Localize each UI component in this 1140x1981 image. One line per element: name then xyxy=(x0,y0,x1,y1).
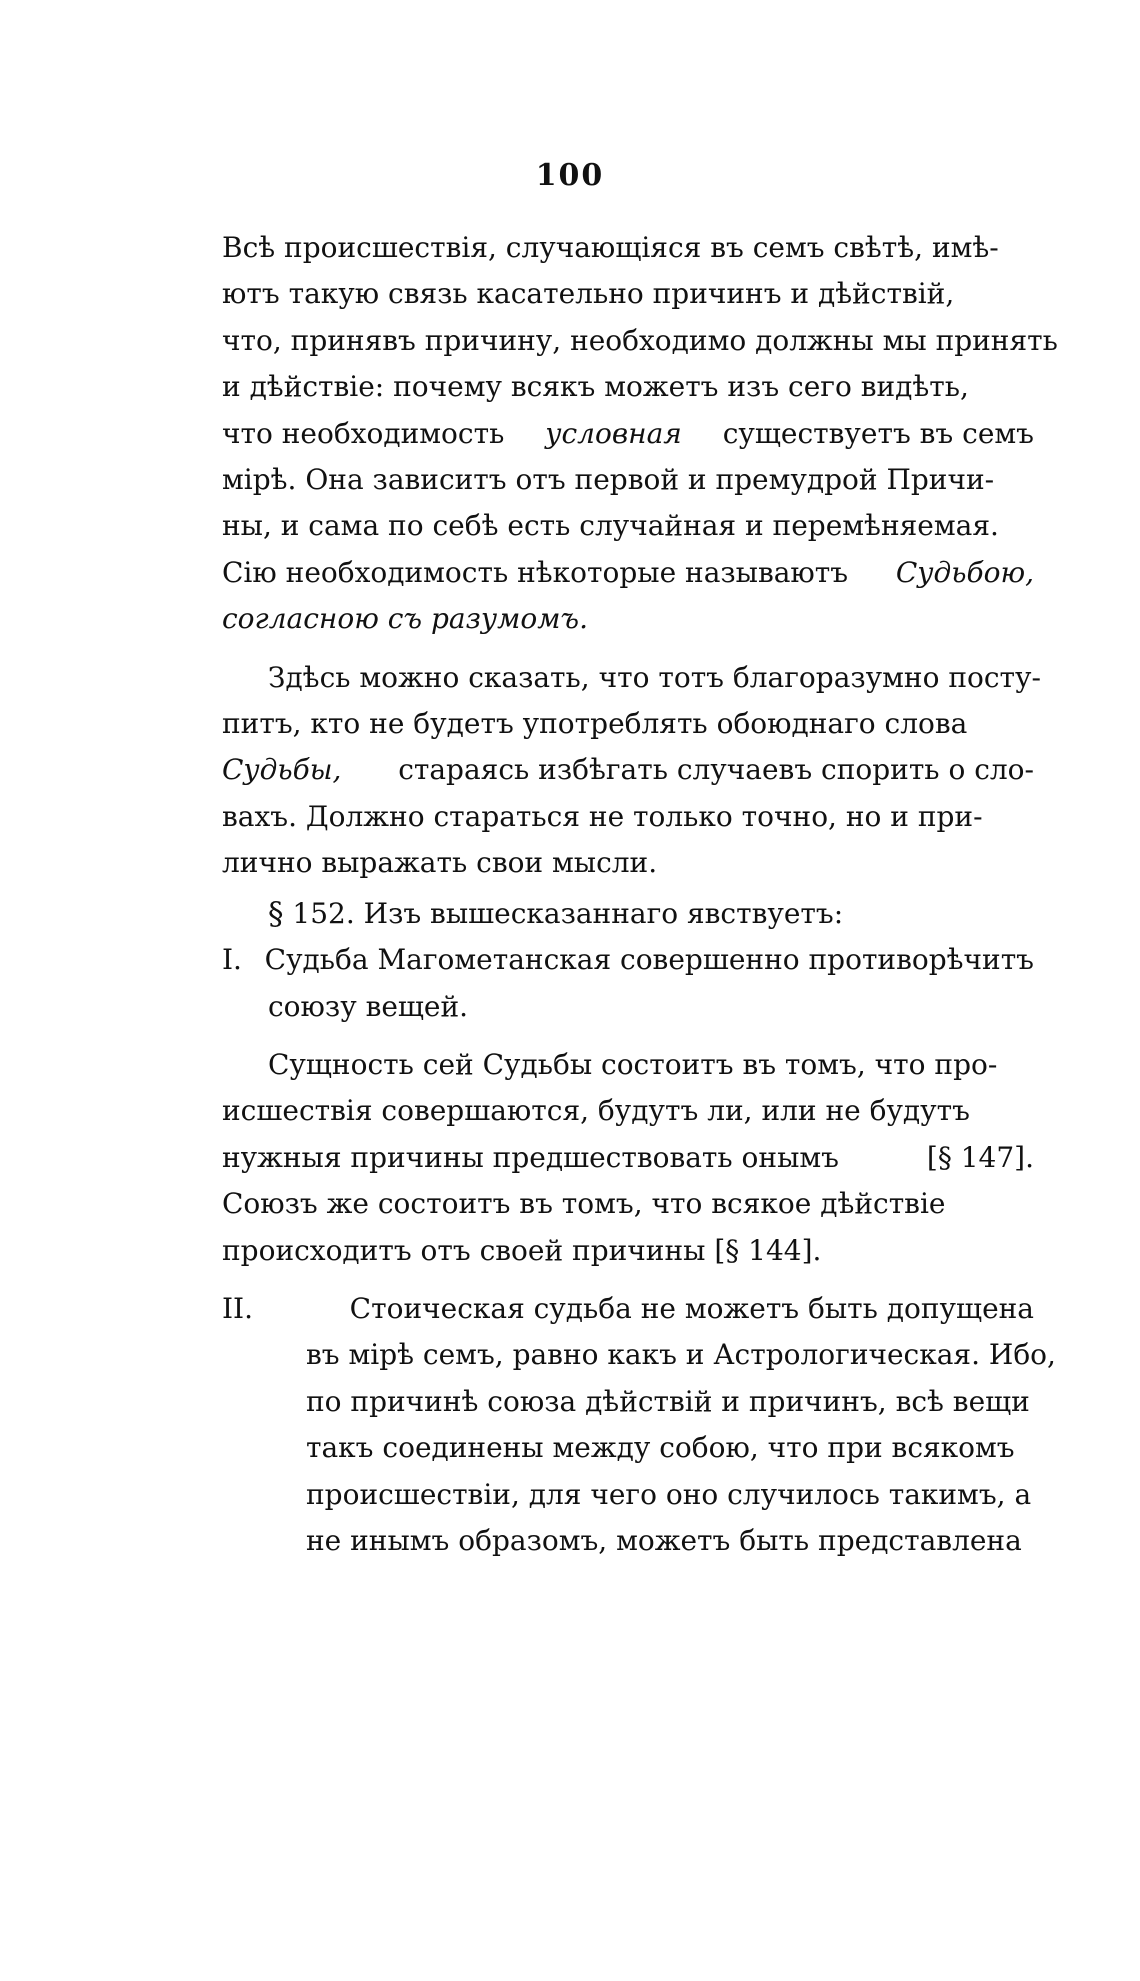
paragraph-2 xyxy=(222,655,1041,887)
section-sign: § xyxy=(268,895,284,932)
text-line: питъ, кто не будетъ употреблять обоюднаго слова xyxy=(222,707,968,741)
section-reference: [§ 147]. xyxy=(926,1140,1034,1174)
text-line: Сію необходимость нѣкоторые называютъ Судьбою, xyxy=(222,550,1034,596)
italic-term: согласною съ разумомъ. xyxy=(222,602,588,636)
text-line: мірѣ. Она зависитъ отъ первой и премудрой Причи- xyxy=(222,463,995,497)
text-line xyxy=(222,596,1034,642)
text-line: и дѣйствіе: почему всякъ можетъ изъ сего видѣть, xyxy=(222,370,969,404)
text-line: Союзъ же состоитъ въ томъ, что всякое дѣйствіе xyxy=(222,1187,946,1221)
text-line: что, принявъ причину, необходимо должны мы принять xyxy=(222,323,1058,357)
text-line: лично выражать свои мысли. xyxy=(222,846,658,880)
list-item-2 xyxy=(222,1286,1056,1564)
text-line: Здѣсь можно сказать, что тотъ благоразумно посту- xyxy=(268,660,1041,694)
section-heading xyxy=(222,891,1034,937)
item-numeral: I. xyxy=(222,943,242,977)
italic-term: Судьбы, xyxy=(222,753,342,787)
text-line: Сущность сей Судьбы состоитъ въ томъ, что про- xyxy=(268,1047,998,1081)
page-number: 100 xyxy=(535,158,605,193)
text-line: происшествіи, для чего оно случилось такимъ, а xyxy=(306,1477,1032,1511)
paragraph-1 xyxy=(222,225,1058,643)
text-line: Судьбы, стараясь избѣгать случаевъ спорить о сло- xyxy=(222,747,1034,793)
text-line: по причинѣ союза дѣйствій и причинъ, всѣ вещи xyxy=(306,1384,1030,1418)
text-line: что необходимость условная существуетъ въ семъ xyxy=(222,411,1034,457)
text-line: исшествія совершаются, будутъ ли, или не будутъ xyxy=(222,1094,970,1128)
text-line: въ мірѣ семъ, равно какъ и Астрологическая. Ибо, xyxy=(306,1338,1056,1372)
text-line: союзу вещей. xyxy=(268,989,469,1023)
item-numeral: II. xyxy=(222,1291,254,1325)
text-line: вахъ. Должно стараться не только точно, но и при- xyxy=(222,799,983,833)
list-item-1 xyxy=(222,937,1034,1030)
italic-term: Судьбою, xyxy=(895,555,1034,589)
section-number: 152. xyxy=(292,896,355,930)
text-line: Всѣ происшествія, случающіяся въ семъ свѣтѣ, имѣ- xyxy=(222,231,999,264)
section-text: Изъ вышесказаннаго явствуетъ: xyxy=(363,896,844,930)
paragraph-3 xyxy=(222,1042,1034,1274)
italic-term: условная xyxy=(545,416,682,450)
text-line: происходитъ отъ своей причины [§ 144]. xyxy=(222,1228,1034,1274)
text-line: нужныя причины предшествовать онымъ [§ 147]. xyxy=(222,1135,1034,1181)
text-line: не инымъ образомъ, можетъ быть представлена xyxy=(306,1523,1022,1557)
text-line: ны, и сама по себѣ есть случайная и перемѣняемая. xyxy=(222,509,999,543)
text-line: I. Судьба Магометанская совершенно противорѣчитъ xyxy=(222,937,1034,983)
text-line: ютъ такую связь касательно причинъ и дѣйствій, xyxy=(222,277,955,311)
text-line: II. Стоическая судьба не можетъ быть допущена xyxy=(222,1286,1034,1332)
section-reference: [§ 144]. xyxy=(714,1233,822,1267)
text-line: такъ соединены между собою, что при всякомъ xyxy=(306,1431,1015,1465)
body-text xyxy=(222,225,1058,1564)
